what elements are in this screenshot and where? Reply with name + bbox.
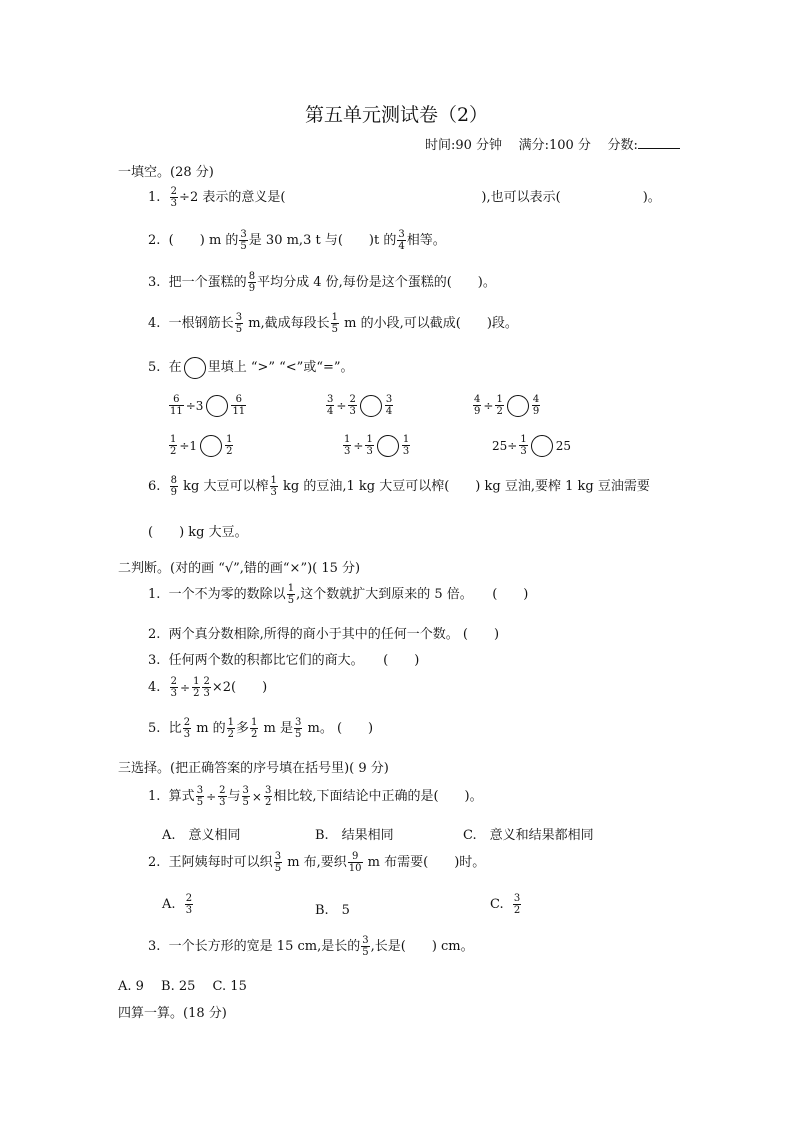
- circle-blank[interactable]: [377, 435, 399, 457]
- section-2-heading: 二判断。(对的画 “√”,错的画“×”)( 15 分): [118, 561, 361, 576]
- q-text: ),也可以表示(: [481, 190, 561, 205]
- fraction: $\frac{1}{3}$: [344, 434, 351, 457]
- fraction: $\frac{3}{5}$: [362, 935, 369, 958]
- fraction: $\frac{1}{5}$: [287, 583, 295, 606]
- fraction: $\frac{3}{5}$: [235, 312, 243, 335]
- q-text: ×2( ): [211, 680, 268, 695]
- q-number: 2.: [148, 233, 161, 248]
- q-number: 5.: [148, 360, 161, 375]
- operator: ×: [251, 789, 262, 804]
- option-label: C.: [490, 897, 504, 912]
- fraction: $\frac{2}{3}$: [170, 186, 178, 209]
- q-text: m 布需要( )时。: [363, 855, 486, 870]
- fraction: $\frac{1}{2}$: [226, 434, 233, 457]
- q-text: m。 ( ): [303, 721, 374, 736]
- q-text: 一个长方形的宽是 15 cm,是长的: [168, 939, 361, 954]
- compare-d: [168, 434, 234, 457]
- s3-q2-option-c[interactable]: [490, 893, 522, 916]
- s3-q1: [148, 785, 483, 808]
- q-text: 把一个蛋糕的: [168, 275, 247, 290]
- fraction: $\frac{6}{11}$: [170, 394, 183, 417]
- full-score-label: 满分:100 分: [518, 138, 591, 153]
- fraction: $\frac{2}{3}$: [349, 394, 356, 417]
- s1-q6-cont: ( ) kg 大豆。: [148, 525, 248, 540]
- q-number: 1.: [148, 587, 161, 602]
- q-text: 王阿姨每时可以织: [168, 855, 273, 870]
- q-number: 2.: [148, 627, 161, 642]
- s3-q1-option-b[interactable]: B. 结果相同: [315, 828, 394, 843]
- compare-f: [491, 434, 572, 457]
- fraction: $\frac{2}{3}$: [183, 717, 191, 740]
- s1-q4: [148, 312, 518, 335]
- operator: ÷: [336, 398, 347, 413]
- fraction: $\frac{4}{9}$: [532, 394, 540, 417]
- s1-q3: [148, 271, 496, 294]
- fraction: $\frac{3}{2}$: [264, 785, 272, 808]
- q-text: )。: [642, 190, 661, 205]
- s2-q4: [148, 676, 267, 699]
- circle-blank[interactable]: [184, 357, 206, 379]
- s2-q5: [148, 717, 373, 740]
- fraction: $\frac{2}{3}$: [170, 676, 178, 699]
- fraction: $\frac{6}{11}$: [232, 394, 246, 417]
- fraction: $\frac{1}{3}$: [520, 434, 527, 457]
- section-3-heading: 三选择。(把正确答案的序号填在括号里)( 9 分): [118, 761, 389, 776]
- q-text: ,这个数就扩大到原来的 5 倍。 ( ): [296, 587, 529, 602]
- section-1-heading: 一填空。(28 分): [118, 165, 214, 180]
- q-text: 在: [168, 360, 182, 375]
- q-number: 3.: [148, 653, 161, 668]
- circle-blank[interactable]: [507, 395, 529, 417]
- compare-b: [325, 394, 394, 417]
- q-text: 比: [168, 721, 182, 736]
- fraction: $\frac{1}{2}$: [496, 394, 503, 417]
- option-label: A.: [162, 897, 176, 912]
- s3-q1-option-c[interactable]: C. 意义和结果都相同: [463, 828, 594, 843]
- q-text: 多: [236, 721, 250, 736]
- q-text: kg 大豆可以榨: [179, 479, 269, 494]
- q-text: m,截成每段长: [244, 316, 330, 331]
- q-number: 4.: [148, 316, 161, 331]
- s3-q2-option-b[interactable]: B. 5: [315, 903, 350, 918]
- s3-q3-options[interactable]: A. 9 B. 25 C. 15: [118, 979, 247, 994]
- s3-q2: [148, 851, 485, 874]
- fraction: $\frac{1}{3}$: [402, 434, 410, 457]
- circle-blank[interactable]: [360, 395, 382, 417]
- operator: 25÷: [492, 438, 518, 453]
- circle-blank[interactable]: [200, 435, 222, 457]
- fraction: $\frac{3}{5}$: [274, 851, 282, 874]
- q-text: m 布,要织: [283, 855, 347, 870]
- s3-q1-option-a[interactable]: A. 意义相同: [162, 828, 241, 843]
- section-4-heading: 四算一算。(18 分): [118, 1006, 227, 1021]
- s2-q1: [148, 583, 528, 606]
- fraction: $\frac{3}{5}$: [240, 229, 247, 252]
- operator: 25: [555, 438, 571, 453]
- compare-a: [168, 394, 247, 417]
- q-text: ,长是( ) cm。: [370, 939, 474, 954]
- fraction: $\frac{2}{3}$: [203, 676, 210, 699]
- q-text: 算式: [168, 789, 195, 804]
- fraction: $\frac{1}{2}$: [227, 717, 235, 740]
- q-text: kg 的豆油,1 kg 大豆可以榨( ) kg 豆油,要榨 1 kg 豆油需要: [278, 479, 650, 494]
- q-text: m 的小段,可以截成( )段。: [340, 316, 518, 331]
- s3-q2-option-a[interactable]: [162, 893, 194, 916]
- fraction: $\frac{2}{3}$: [185, 893, 193, 916]
- q-text: ( ) m 的: [168, 233, 239, 248]
- fraction: $\frac{8}{9}$: [248, 271, 256, 294]
- q-number: 3.: [148, 939, 161, 954]
- q-number: 2.: [148, 855, 161, 870]
- q-number: 4.: [148, 680, 161, 695]
- fraction: $\frac{3}{4}$: [327, 394, 334, 417]
- fraction: $\frac{2}{3}$: [219, 785, 226, 808]
- s1-q2: [148, 229, 446, 252]
- operator: ÷: [180, 680, 191, 695]
- q-text: m 的: [192, 721, 226, 736]
- fraction: $\frac{1}{5}$: [331, 312, 339, 335]
- fraction: $\frac{3}{5}$: [295, 717, 302, 740]
- q-text: 一根钢筋长: [168, 316, 234, 331]
- header-info: [425, 134, 680, 153]
- s2-q3: [148, 649, 419, 668]
- fraction: $\frac{9}{10}$: [348, 851, 362, 874]
- operator: ÷1: [179, 438, 198, 453]
- q-text: 两个真分数相除,所得的商小于其中的任何一个数。 ( ): [168, 627, 500, 642]
- q-number: 1.: [148, 789, 161, 804]
- s2-q2: [148, 623, 499, 642]
- q-text: 相比较,下面结论中正确的是( )。: [273, 789, 483, 804]
- q-text: 相等。: [406, 233, 446, 248]
- q-text: 任何两个数的积都比它们的商大。 ( ): [168, 653, 420, 668]
- time-label: 时间:90 分钟: [425, 138, 503, 153]
- fraction: $\frac{1}{3}$: [270, 475, 277, 498]
- score-label: 分数:: [607, 138, 638, 153]
- q-text: 一个不为零的数除以: [168, 587, 286, 602]
- fraction: $\frac{3}{5}$: [196, 785, 204, 808]
- fraction: $\frac{1}{3}$: [366, 434, 373, 457]
- q-text: m 是: [259, 721, 294, 736]
- page-title: 第五单元测试卷（2）: [304, 104, 489, 126]
- fraction: $\frac{1}{2}$: [170, 434, 177, 457]
- compare-c: [472, 394, 541, 417]
- q-text: 与: [227, 789, 241, 804]
- q-number: 6.: [148, 479, 161, 494]
- fraction: $\frac{1}{2}$: [251, 717, 258, 740]
- circle-blank[interactable]: [206, 395, 228, 417]
- operator: ÷: [206, 789, 217, 804]
- s3-q3: [148, 935, 474, 958]
- compare-e: [342, 434, 411, 457]
- fraction: $\frac{3}{4}$: [398, 229, 405, 252]
- fraction: $\frac{1}{2}$: [193, 676, 200, 699]
- s1-q1: [148, 186, 661, 209]
- operator: ÷3: [185, 398, 204, 413]
- q-number: 3.: [148, 275, 161, 290]
- q-number: 5.: [148, 721, 161, 736]
- s1-q6: [148, 475, 650, 498]
- q-text: 是 30 m,3 t 与( )t 的: [248, 233, 397, 248]
- fraction: $\frac{3}{4}$: [385, 394, 393, 417]
- circle-blank[interactable]: [531, 435, 553, 457]
- q-number: 1.: [148, 190, 161, 205]
- score-blank: [638, 136, 680, 149]
- q-text: 平均分成 4 份,每份是这个蛋糕的( )。: [257, 275, 496, 290]
- q-text: ÷2 表示的意义是(: [179, 190, 286, 205]
- fraction: $\frac{3}{2}$: [513, 893, 521, 916]
- fraction: $\frac{8}{9}$: [170, 475, 178, 498]
- operator: ÷: [353, 438, 364, 453]
- operator: ÷: [483, 398, 494, 413]
- q-text: 里填上 “>” “<”或“=”。: [207, 360, 354, 375]
- fraction: $\frac{3}{5}$: [242, 785, 249, 808]
- s1-q5: [148, 356, 354, 379]
- fraction: $\frac{4}{9}$: [474, 394, 481, 417]
